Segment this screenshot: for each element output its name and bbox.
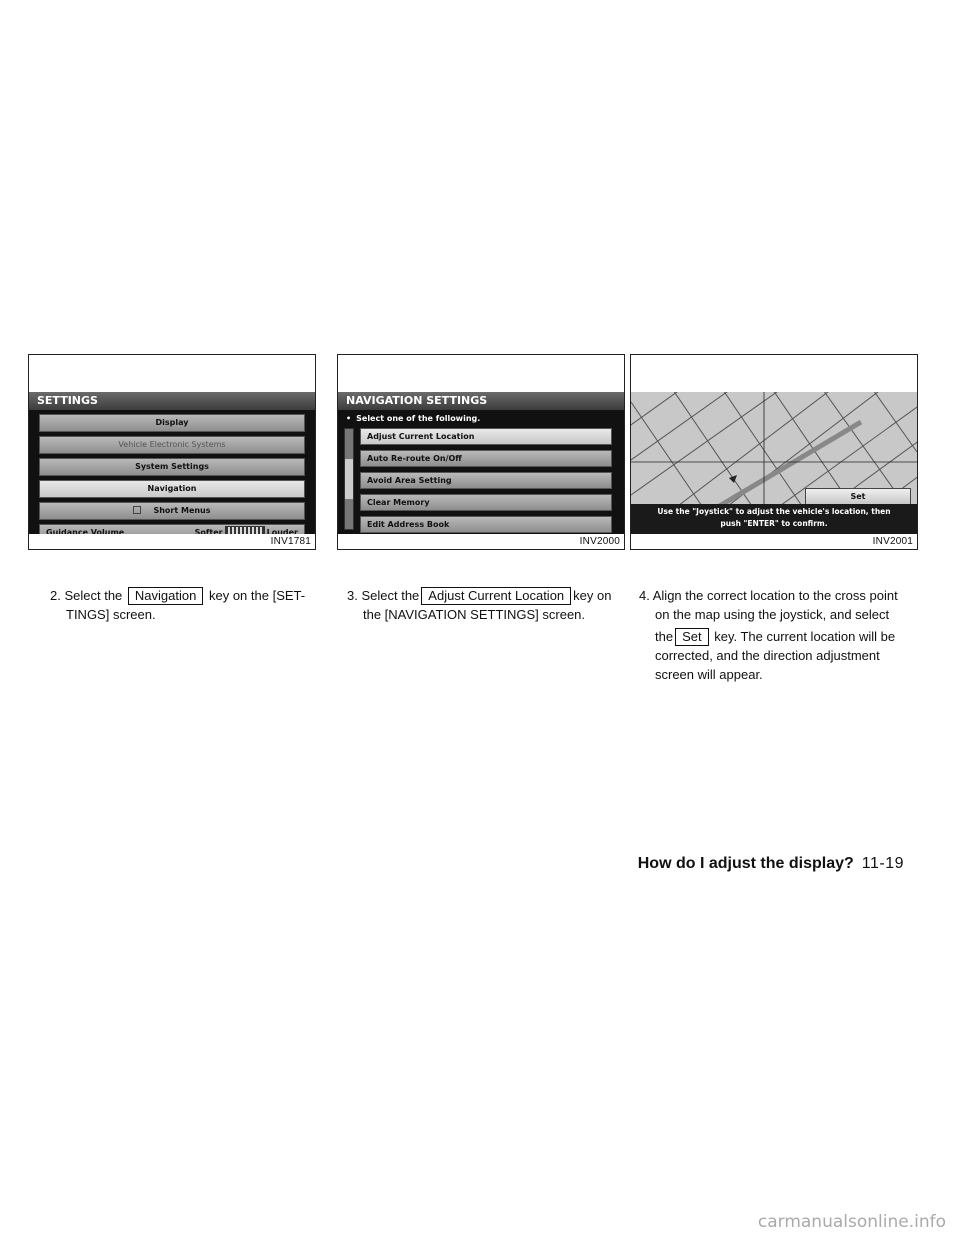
caption-text: key on the [SET- (208, 588, 306, 603)
caption-text: TINGS] screen. (66, 607, 156, 622)
step-number: 4. (639, 588, 650, 603)
caption-step-3 (347, 586, 617, 624)
map-screen (631, 392, 917, 534)
page-number: 11-19 (861, 855, 904, 872)
caption-step-2 (50, 586, 320, 624)
caption-step-4 (639, 586, 909, 684)
step-number: 2. (50, 588, 61, 603)
menu-item-short-menus[interactable] (39, 502, 305, 520)
figure-map-adjust-screen (630, 354, 918, 550)
softer-label: Softer (194, 528, 223, 534)
guidance-volume-row[interactable] (39, 524, 305, 534)
caption-text: the [NAVIGATION SETTINGS] screen. (363, 607, 586, 622)
navigation-settings-screen (338, 392, 624, 534)
caption-text: key. The current location will be (714, 629, 896, 644)
louder-label: Louder (266, 528, 298, 534)
message-line-1: Use the "Joystick" to adjust the vehicle's location, then (657, 507, 891, 516)
set-button[interactable]: Set (805, 488, 911, 505)
caption-text: Select the (64, 588, 123, 603)
menu-item-vehicle-electronic-systems[interactable]: Vehicle Electronic Systems (39, 436, 305, 454)
menu-item-navigation[interactable]: Navigation (39, 480, 305, 498)
caption-text: on the map using the joystick, and select (655, 607, 890, 622)
caption-text: screen will appear. (655, 667, 763, 682)
figure-id: INV2000 (579, 536, 620, 547)
guidance-volume-label: Guidance Volume (46, 528, 125, 534)
short-menus-label: Short Menus (153, 506, 211, 515)
watermark: carmanualsonline.info (757, 1212, 946, 1232)
menu-item-edit-address-book[interactable]: Edit Address Book (360, 516, 612, 533)
menu-item-display[interactable]: Display (39, 414, 305, 432)
figure-settings-screen (28, 354, 316, 550)
scrollbar-thumb[interactable] (345, 459, 353, 499)
map-view[interactable] (631, 392, 917, 534)
figure-id: INV2001 (872, 536, 913, 547)
menu-item-system-settings[interactable]: System Settings (39, 458, 305, 476)
adjust-current-location-key-label: Adjust Current Location (421, 587, 571, 605)
map-instruction-message (631, 504, 917, 534)
section-title: How do I adjust the display? (637, 855, 854, 872)
page-footer (638, 855, 904, 873)
caption-text: Select the (361, 588, 420, 603)
message-line-2: push "ENTER" to confirm. (720, 519, 828, 528)
caption-text: Align the correct location to the cross point (652, 588, 898, 603)
figure-navigation-settings-screen (337, 354, 625, 550)
set-key-label: Set (675, 628, 709, 646)
screen-title: NAVIGATION SETTINGS (338, 392, 624, 410)
menu-item-avoid-area-setting[interactable]: Avoid Area Setting (360, 472, 612, 489)
figure-id: INV1781 (270, 536, 311, 547)
menu-item-clear-memory[interactable]: Clear Memory (360, 494, 612, 511)
volume-bar[interactable] (225, 526, 265, 534)
screen-title: SETTINGS (29, 392, 315, 410)
menu-item-auto-reroute[interactable]: Auto Re-route On/Off (360, 450, 612, 467)
caption-text: key on (573, 588, 612, 603)
step-number: 3. (347, 588, 358, 603)
navigation-key-label: Navigation (128, 587, 203, 605)
screen-subtitle: • Select one of the following. (338, 410, 624, 423)
settings-screen (29, 392, 315, 534)
caption-text: the (655, 629, 674, 644)
scrollbar[interactable] (344, 428, 354, 530)
caption-text: corrected, and the direction adjustment (655, 648, 880, 663)
menu-item-adjust-current-location[interactable]: Adjust Current Location (360, 428, 612, 445)
